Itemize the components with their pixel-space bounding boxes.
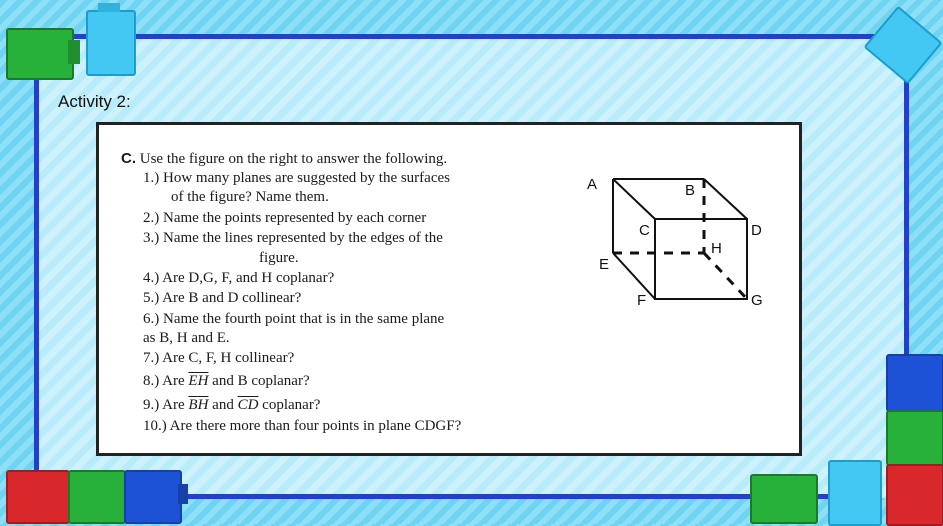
blue-block-right <box>886 354 943 412</box>
question-10: 10.) Are there more than four points in plane CDGF? <box>143 418 462 434</box>
question-1-line-1: 1.) How many planes are suggested by the surfaces <box>143 170 450 186</box>
cyan-block-top <box>86 10 136 76</box>
cyan-block-stud <box>98 3 120 12</box>
segment-eh: $\overline{EH}$ <box>188 373 209 389</box>
cube-figure <box>579 165 779 315</box>
green-block-bottom-left <box>68 470 126 524</box>
question-9 <box>143 397 320 413</box>
question-7: 7.) Are C, F, H collinear? <box>143 350 295 366</box>
green-block-right <box>886 410 943 466</box>
label-c: C <box>639 222 650 239</box>
cube-hidden-edge-h-g <box>704 253 747 299</box>
cube-edge-a-c <box>613 179 655 219</box>
question-9-mid: and <box>208 397 238 413</box>
cube-front-face <box>655 219 747 299</box>
question-6-line-1: 6.) Name the fourth point that is in the same plane <box>143 311 445 327</box>
cyan-block-bottom-right <box>828 460 882 526</box>
frame-top <box>36 34 906 39</box>
red-block-bottom-left <box>6 470 70 524</box>
question-8 <box>143 373 310 389</box>
blue-block-stud <box>178 484 188 504</box>
label-e: E <box>599 256 610 273</box>
question-6-line-2: as B, H and E. <box>143 330 230 346</box>
green-block-top-left <box>6 28 74 80</box>
section-intro-text: Use the figure on the right to answer the following. <box>139 151 448 167</box>
activity-title: Activity 2: <box>58 92 131 111</box>
frame-left <box>34 34 39 474</box>
question-8-pre: 8.) Are <box>143 373 189 389</box>
blue-block-bottom-left <box>124 470 182 524</box>
segment-cd: $\overline{CD}$ <box>237 397 259 413</box>
question-4: 4.) Are D,G, F, and H coplanar? <box>143 270 335 286</box>
question-5: 5.) Are B and D collinear? <box>143 290 302 306</box>
label-h: H <box>711 240 722 257</box>
green-block-bottom <box>750 474 818 524</box>
question-8-post: and B coplanar? <box>208 373 310 389</box>
label-b: B <box>685 182 696 199</box>
section-letter: C. <box>121 150 136 167</box>
label-d: D <box>751 222 762 239</box>
cube-edge-e-f <box>613 253 655 299</box>
cube-edge-b-d <box>704 179 747 219</box>
section-intro <box>121 151 447 167</box>
question-3-line-2: figure. <box>259 250 299 266</box>
question-9-pre: 9.) Are <box>143 397 189 413</box>
label-g: G <box>751 292 763 309</box>
question-3-line-1: 3.) Name the lines represented by the edges of the <box>143 230 443 246</box>
label-f: F <box>637 292 647 309</box>
green-block-stud <box>68 40 80 64</box>
question-2: 2.) Name the points represented by each corner <box>143 210 427 226</box>
label-a: A <box>587 176 598 193</box>
segment-bh: $\overline{BH}$ <box>188 397 209 413</box>
red-block-right <box>886 464 943 526</box>
question-1-line-2: of the figure? Name them. <box>171 189 329 205</box>
question-card <box>96 122 802 456</box>
question-9-post: coplanar? <box>258 397 321 413</box>
